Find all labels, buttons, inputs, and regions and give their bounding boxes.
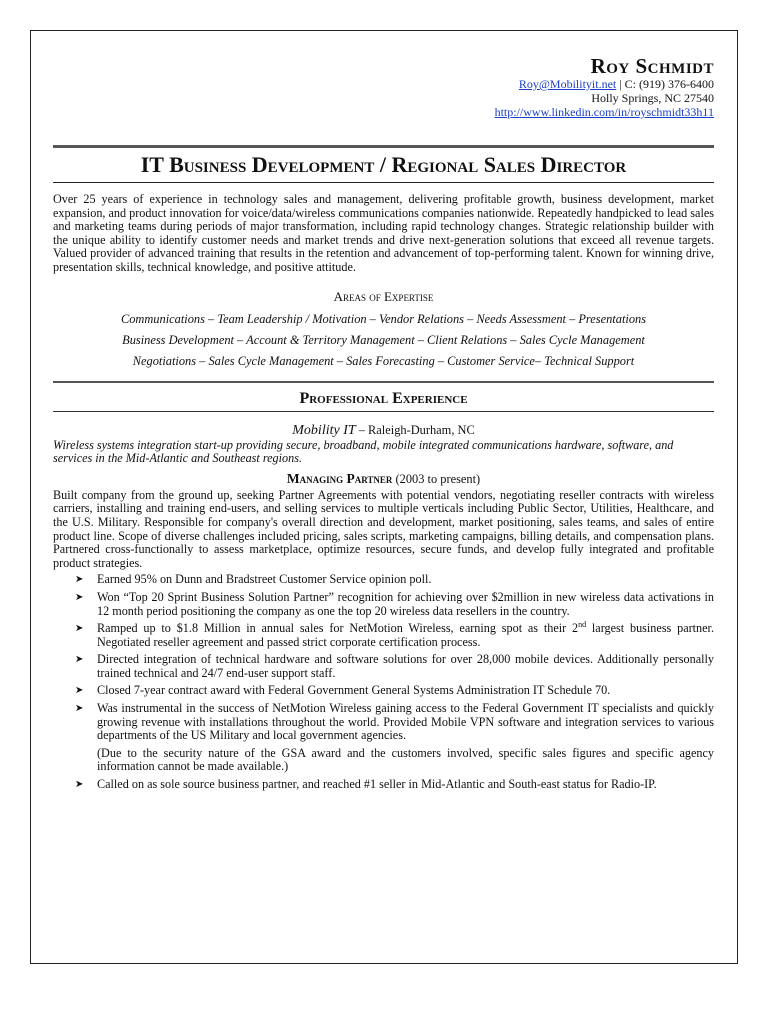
company-description: Wireless systems integration start-up providing secure, broadband, mobile integrated communications hardware, software, and services in the Mid-Atlantic and Southeast regions.	[53, 437, 674, 466]
list-item: ➤ Called on as sole source business partner, and reached #1 seller in Mid-Atlantic and South-east status for Radio-IP.	[75, 777, 657, 792]
email-link[interactable]: Roy@Mobilityit.net	[518, 77, 617, 91]
company-line	[53, 422, 714, 439]
role-title: Managing Partner	[286, 470, 393, 486]
location-text: Holly Springs, NC 27540	[591, 91, 714, 105]
resume-title: IT Business Development / Regional Sales Director	[140, 152, 627, 177]
arrow-bullet-icon: ➤	[75, 685, 84, 697]
role-line	[53, 471, 714, 487]
contact-line-3	[53, 105, 714, 119]
role-dates: (2003 to present)	[392, 471, 481, 486]
arrow-bullet-icon: ➤	[75, 623, 84, 635]
expertise-heading: Areas of Expertise	[333, 288, 434, 304]
list-item: ➤ Directed integration of technical hardware and software solutions for over 28,000 mobile devices. Additionally personally trained technical and 24/7 end-user support staff.	[75, 652, 714, 680]
achievement-list-continued	[53, 778, 714, 792]
expertise-line: Communications – Team Leadership / Motivation – Vendor Relations – Needs Assessment – Presentations	[120, 311, 647, 326]
title-rule-bottom	[53, 182, 714, 183]
experience-rule-top	[53, 381, 714, 383]
summary-paragraph: Over 25 years of experience in technology sales and management, delivering profitable growth, business development, market expansion, and product innovation for voice/data/wireless communications companies nationwide. Repeatedly handpicked to lead sales and marketing teams during periods of major transformation, including rapid technology changes. Strategic relationship builder with the unique ability to identify customer needs and market trends and drive next-generation solutions that exceed all revenue targets. Valued provider of advanced training that results in the retention and advancement of top-performing talent. Known for winning drive, presentation skills, technical knowledge, and positive attitude.	[53, 192, 714, 274]
experience-rule-bottom	[53, 411, 714, 412]
confidentiality-note: (Due to the security nature of the GSA award and the customers involved, specific sales figures and specific agency information cannot be made available.)	[97, 745, 714, 774]
arrow-bullet-icon: ➤	[75, 703, 84, 715]
list-item: ➤ Won “Top 20 Sprint Business Solution Partner” recognition for achieving over $2million in new wireless data activations in 12 month period positioning the company as one the top 20 wireless data resellers in the country.	[75, 589, 714, 618]
company-name: Mobility IT	[292, 422, 356, 438]
expertise-line: Business Development – Account & Territory Management – Client Relations – Sales Cycle Management	[122, 332, 645, 347]
arrow-bullet-icon: ➤	[75, 654, 84, 666]
achievement-list	[53, 573, 714, 743]
list-item: ➤ Ramped up to $1.8 Million in annual sales for NetMotion Wireless, earning spot as their 2nd largest business partner. Negotiated reseller agreement and passed strict corporate certification process.	[75, 620, 714, 649]
title-rule-top	[53, 145, 714, 148]
phone-text: | C: (919) 376-6400	[616, 77, 714, 91]
experience-heading: Professional Experience	[299, 389, 468, 407]
role-description: Built company from the ground up, seeking Partner Agreements with potential vendors, negotiating reseller contracts with wireless carriers, installing and training end-users, and selling services to multiple verticals including Public Sector, Utilities, Healthcare, and the U.S. Military. Responsible for company's overall direction and development, market positioning, sales teams, and sales of entire product line. Scope of diverse challenges included pricing, sales scripts, marketing campaigns, billing details, and compensation plans. Partnered cross-functionally to assess marketplace, optimize resources, secure funds, and develop fully integrated and profitable product strategies.	[53, 487, 714, 570]
contact-line-1	[53, 77, 714, 91]
arrow-bullet-icon: ➤	[75, 591, 84, 603]
list-item: ➤ Earned 95% on Dunn and Bradstreet Customer Service opinion poll.	[75, 572, 432, 587]
resume-content	[53, 55, 714, 796]
expertise-line: Negotiations – Sales Cycle Management – Sales Forecasting – Customer Service– Technical Support	[132, 353, 635, 368]
list-item: ➤ Closed 7-year contract award with Federal Government General Systems Administration IT Schedule 70.	[75, 683, 611, 698]
candidate-name: Roy Schmidt	[590, 54, 714, 78]
arrow-bullet-icon: ➤	[75, 779, 84, 791]
company-location: – Raleigh-Durham, NC	[355, 422, 475, 437]
linkedin-link[interactable]: http://www.linkedin.com/in/royschmidt33h11	[494, 105, 714, 119]
arrow-bullet-icon: ➤	[75, 574, 84, 586]
list-item: ➤ Was instrumental in the success of NetMotion Wireless gaining access to the Federal Government IT specialists and quickly growing revenue with installations throughout the world. Provided Mobile VPN software and integration services to various departments of the US Military and local government agencies.	[75, 701, 714, 743]
